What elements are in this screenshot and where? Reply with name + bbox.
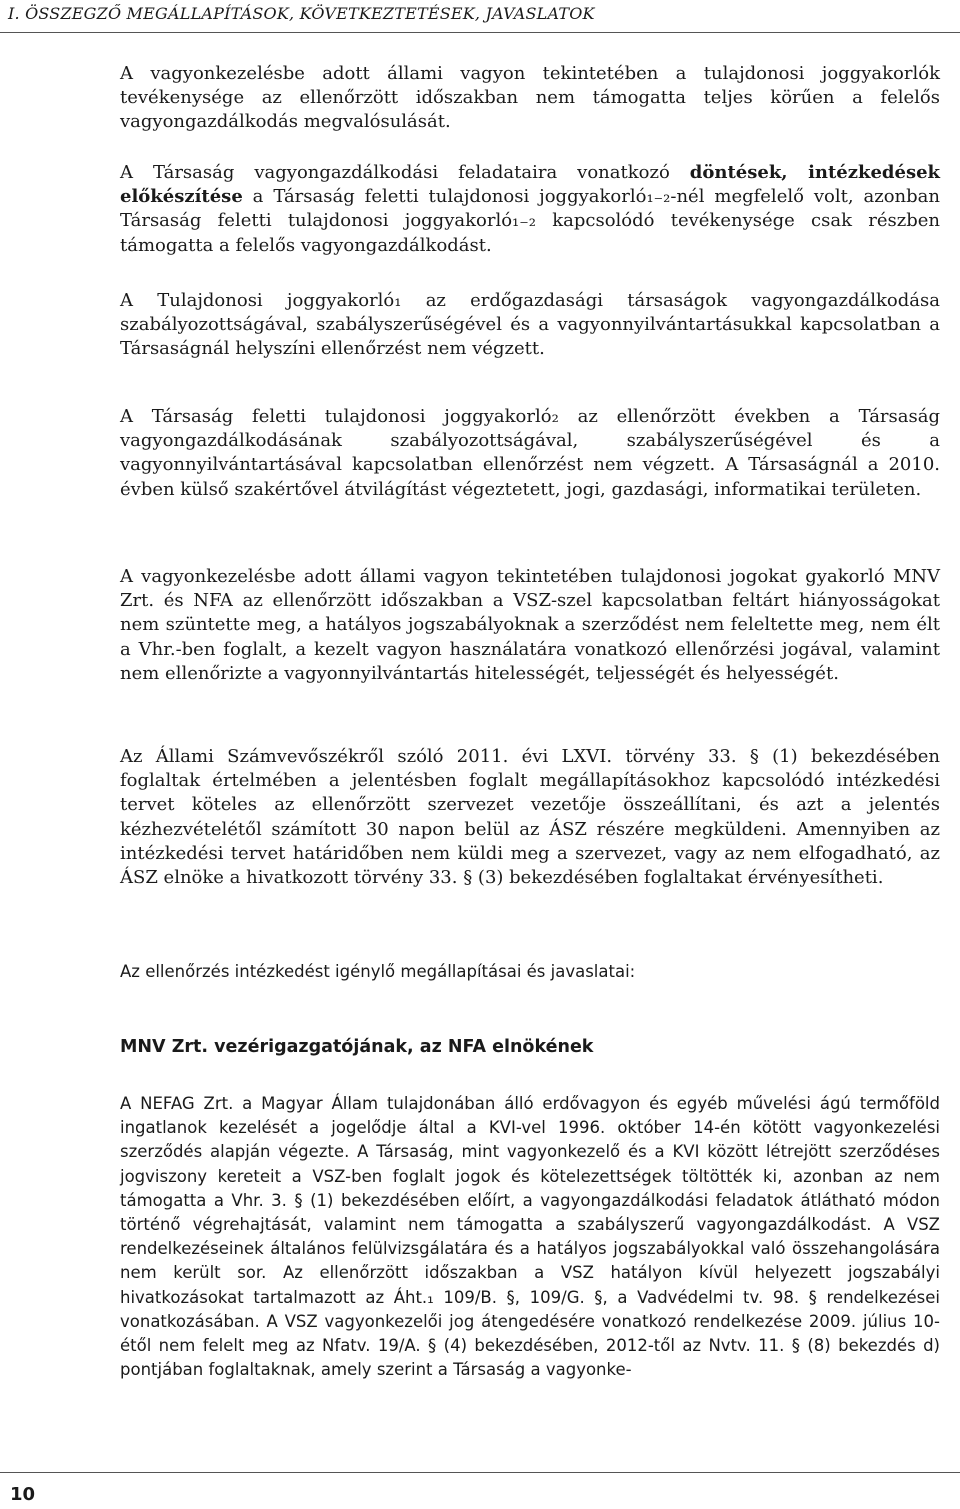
paragraph-6: Az Állami Számvevőszékről szóló 2011. évi LXVI. törvény 33. § (1) bekezdésében foglaltak értelmében a jelentésben foglalt megállapításokhoz kapcsolódó intézkedési tervet köteles az ellenőrzött szervezet vezetője összeállítani, és azt a jelentés kézhezvételétől számított 30 napon belül az ÁSZ részére megküldeni. Amennyiben az intézkedési tervet határidőben nem küldi meg a szervezet, vagy az nem elfogadható, az ÁSZ elnöke a hivatkozott törvény 33. § (3) bekezdésében foglaltakat érvényesítheti. (120, 746, 940, 889)
paragraph-3: A Tulajdonosi joggyakorló₁ az erdőgazdasági társaságok vagyongazdálkodása szabályozottságával, szabályszerűségével és a vagyonnyilvántartásukkal kapcsolatban a Társaságnál helyszíni ellenőrzést nem végzett. (120, 290, 940, 360)
paragraph-8: A NEFAG Zrt. a Magyar Állam tulajdonában álló erdővagyon és egyéb művelési ágú termőföld ingatlanok kezelését a jogelődje által a KVI-vel 1996. október 14-én kötött vagyonkezelési szerződés alapján végezte. A Társaság, mint vagyonkezelő és a KVI között létrejött szerződéses jogviszony kereteit a VSZ-ben foglalt jogok és kötelezettségek töltötték ki, azonban az nem támogatta a Vhr. 3. § (1) bekezdésében előírt, a vagyongazdálkodási feladatok átlátható módon történő végrehajtását, valamint nem támogatta a szabályszerű vagyongazdálkodást. A VSZ rendelkezéseinek általános felülvizsgálatára és a hatályos jogszabályokkal való összehangolására nem került sor. Az ellenőrzött időszakban a VSZ hatályon kívül helyezett jogszabályi hivatkozásokat tartalmazott az Áht.₁ 109/B. §, 109/G. §, a Vadvédelmi tv. 98. § rendelkezései vonatkozásában. A VSZ vagyonkezelői jog átengedésére vonatkozó rendelkezése 2009. július 10-étől nem felelt meg az Nfatv. 19/A. § (4) bekezdésében, 2012-től az Nvtv. 11. § (8) bekezdés d) pontjában foglaltaknak, amely szerint a Társaság a vagyonke- (120, 1094, 940, 1380)
paragraph-2-bold: döntések, intézkedések előkészítése (120, 162, 941, 208)
paragraph-2 (120, 161, 940, 258)
paragraph-7: Az ellenőrzés intézkedést igénylő megállapításai és javaslatai: (120, 962, 636, 981)
section-heading: MNV Zrt. vezérigazgatójának, az NFA elnökének (120, 1037, 594, 1057)
paragraph-4: A Társaság feletti tulajdonosi joggyakorló₂ az ellenőrzött években a Társaság vagyongazdálkodásának szabályozottságával, szabályszerűségével és a vagyonnyilvántartásával kapcsolatban ellenőrzést nem végzett. A Társaságnál a 2010. évben külső szakértővel átvilágítást végeztetett, jogi, gazdasági, informatikai területen. (120, 406, 940, 500)
footer-rule (0, 1472, 960, 1473)
header-rule (0, 32, 960, 33)
paragraph-2-text-b: a Társaság feletti tulajdonosi joggyakorló₁₋₂-nél megfelelő volt, azonban Társaság feletti tulajdonosi joggyakorló₁₋₂ kapcsolódó tevékenysége csak részben támogatta a felelős vagyongazdálkodást. (120, 186, 940, 256)
paragraph-1: A vagyonkezelésbe adott állami vagyon tekintetében a tulajdonosi joggyakorlók tevékenysége az ellenőrzött időszakban nem támogatta teljes körűen a felelős vagyongazdálkodás megvalósulását. (120, 63, 940, 133)
paragraph-2-text-a: A Társaság vagyongazdálkodási feladataira vonatkozó (120, 162, 690, 183)
running-header: I. ÖSSZEGZŐ MEGÁLLAPÍTÁSOK, KÖVETKEZTETÉSEK, JAVASLATOK (8, 4, 595, 23)
page-number: 10 (10, 1484, 36, 1505)
paragraph-5: A vagyonkezelésbe adott állami vagyon tekintetében tulajdonosi jogokat gyakorló MNV Zrt. és NFA az ellenőrzött időszakban a VSZ-szel kapcsolatban feltárt hiányosságokat nem szüntette meg, a hatályos jogszabályoknak a szerződést nem feleltette meg, nem élt a Vhr.-ben foglalt, a kezelt vagyon használatára vonatkozó ellenőrzési jogával, valamint nem ellenőrizte a vagyonnyilvántartás hitelességét, teljességét és helyességét. (120, 566, 940, 684)
